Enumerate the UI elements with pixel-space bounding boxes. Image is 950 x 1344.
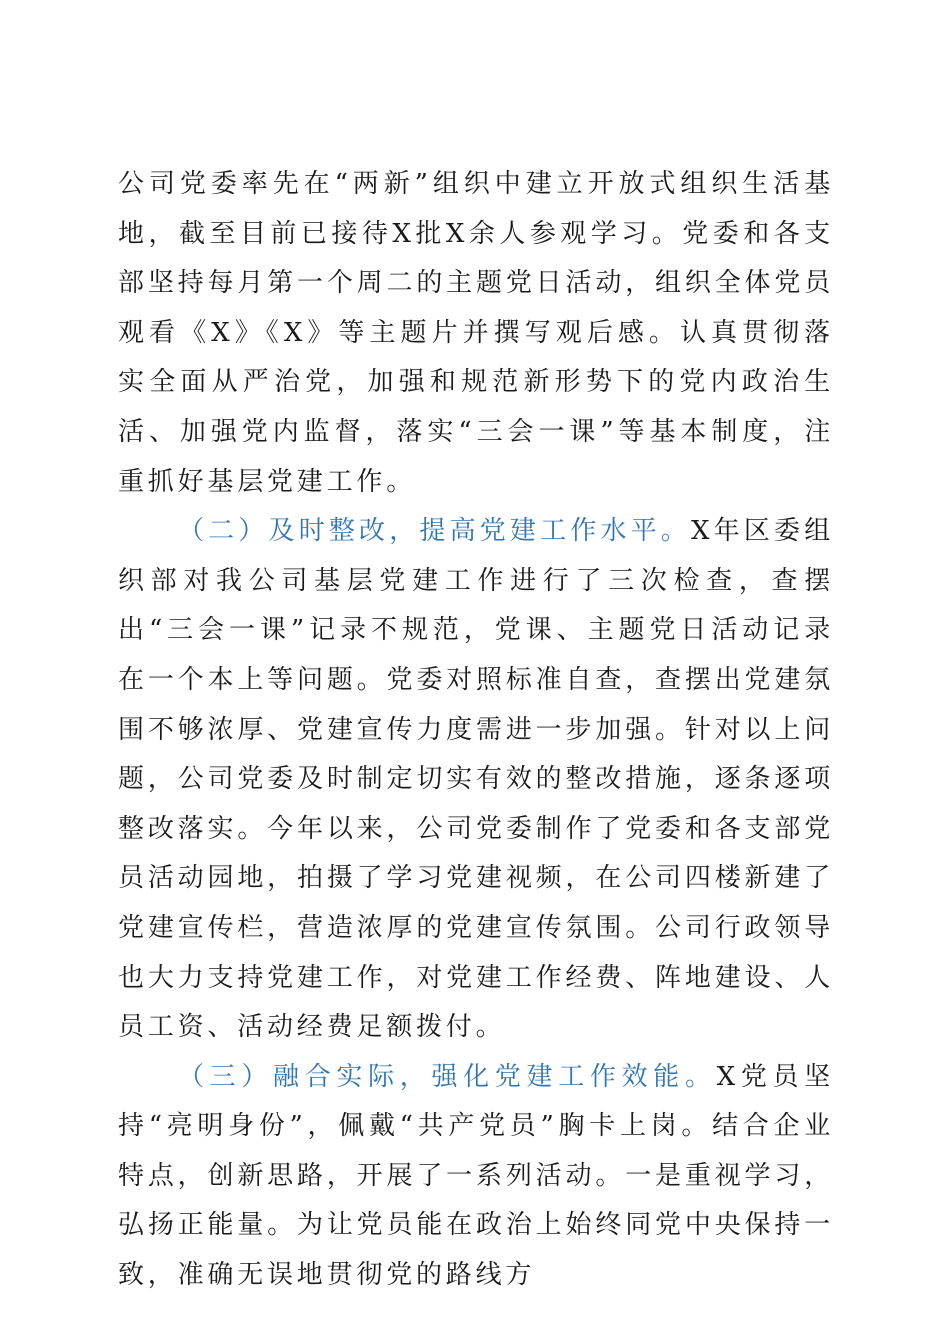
- document-body: [118, 160, 834, 1301]
- paragraph-1-text: 公司党委率先在“两新”组织中建立开放式组织生活基地，截至目前已接待X批X余人参观学习。党委和各支部坚持每月第一个周二的主题党日活动，组织全体党员观看《X》《X》等主题片并撰写观后感。认真贯彻落实全面从严治党，加强和规范新形势下的党内政治生活、加强党内监督，落实“三会一课”等基本制度，注重抓好基层党建工作。: [118, 169, 834, 497]
- paragraph-3: [118, 1053, 834, 1301]
- paragraph-2-text: X年区委组织部对我公司基层党建工作进行了三次检查，查摆出“三会一课”记录不规范，党课、主题党日活动记录在一个本上等问题。党委对照标准自查，查摆出党建氛围不够浓厚、党建宣传力度需进一步加强。针对以上问题，公司党委及时制定切实有效的整改措施，逐条逐项整改落实。今年以来，公司党委制作了党委和各支部党员活动园地，拍摄了学习党建视频，在公司四楼新建了党建宣传栏，营造浓厚的党建宣传氛围。公司行政领导也大力支持党建工作，对党建工作经费、阵地建设、人员工资、活动经费足额拨付。: [118, 516, 834, 1043]
- paragraph-3-text: X党员坚持“亮明身份”，佩戴“共产党员”胸卡上岗。结合企业特点，创新思路，开展了一系列活动。一是重视学习，弘扬正能量。为让党员能在政治上始终同党中央保持一致，准确无误地贯彻党的路线方: [118, 1061, 834, 1291]
- paragraph-2: [118, 507, 834, 1053]
- section-heading-3: （三）融合实际，强化党建工作效能。: [178, 1061, 717, 1092]
- section-heading-2: （二）及时整改，提高党建工作水平。: [178, 516, 691, 547]
- paragraph-1: [118, 160, 834, 507]
